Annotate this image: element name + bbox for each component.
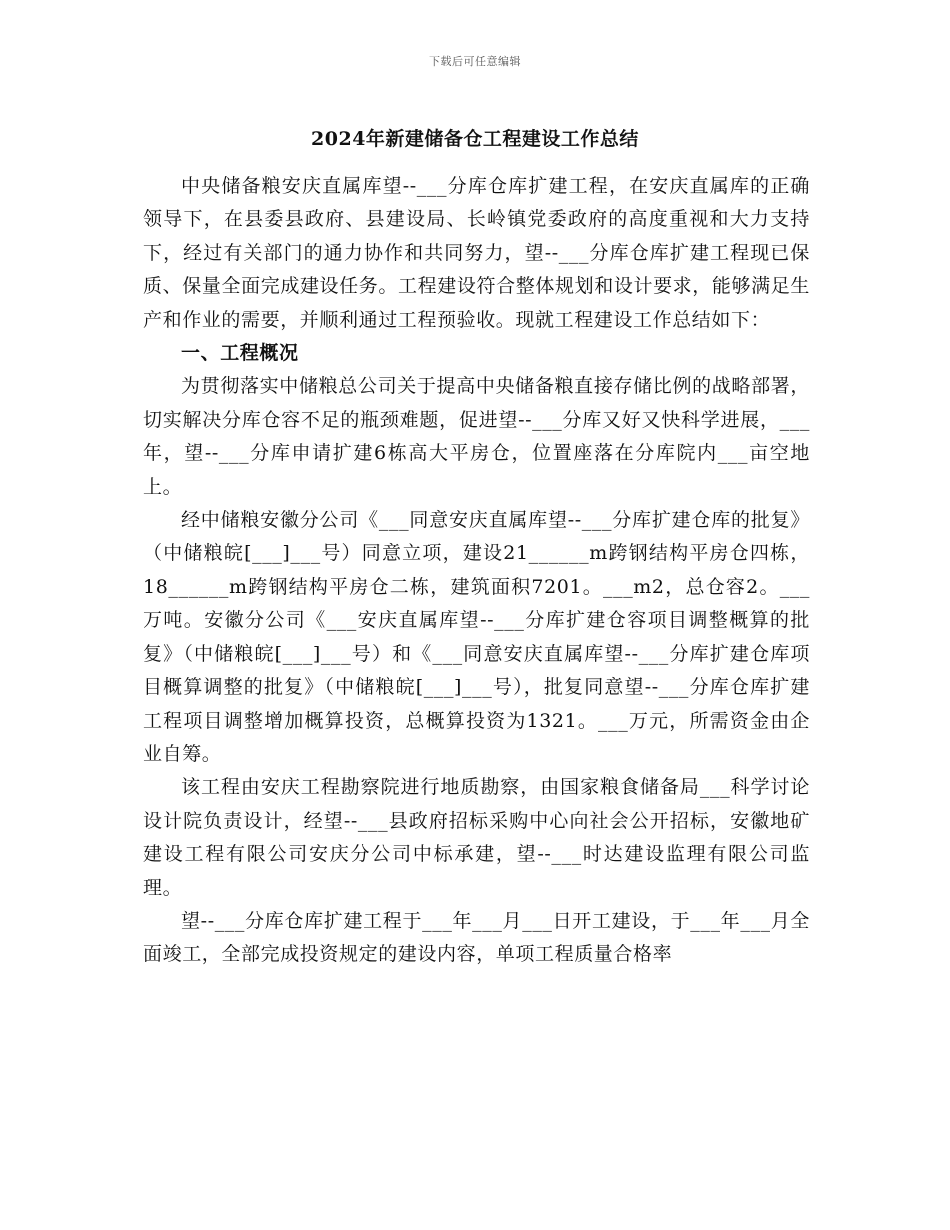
paragraph-background: 为贯彻落实中储粮总公司关于提高中央储备粮直接存储比例的战略部署，切实解决分库仓容不足的瓶颈难题，促进望--___分库又好又快科学进展，___年，望--___分库申请扩建6栋高大平房仓，位置座落在分库院内___亩空地上。 bbox=[143, 375, 810, 498]
paragraph-schedule: 望--___分库仓库扩建工程于___年___月___日开工建设，于___年___月全面竣工，全部完成投资规定的建设内容，单项工程质量合格率 bbox=[143, 909, 810, 966]
paragraph-intro: 中央储备粮安庆直属库望--___分库仓库扩建工程，在安庆直属库的正确领导下，在县委县政府、县建设局、长岭镇党委政府的高度重视和大力支持下，经过有关部门的通力协作和共同努力，望--___分库仓库扩建工程现已保质、保量全面完成建设任务。工程建设符合整体规划和设计要求，能够满足生产和作业的需要，并顺利通过工程预验收。现就工程建设工作总结如下： bbox=[143, 175, 810, 331]
paragraph-design-bidding: 该工程由安庆工程勘察院进行地质勘察，由国家粮食储备局___科学讨论设计院负责设计，经望--___县政府招标采购中心向社会公开招标，安徽地矿建设工程有限公司安庆分公司中标承建，望--___时达建设监理有限公司监理。 bbox=[143, 776, 810, 899]
section-heading-overview: 一、工程概况 bbox=[181, 342, 299, 365]
document-title: 2024年新建储备仓工程建设工作总结 bbox=[311, 128, 639, 150]
header-note: 下载后可任意编辑 bbox=[429, 55, 521, 68]
paragraph-approval: 经中储粮安徽分公司《___同意安庆直属库望--___分库扩建仓库的批复》（中储粮皖[___]___号）同意立项，建设21______m跨钢结构平房仓四栋，18______m跨钢结构平房仓二栋，建筑面积7201。___m2，总仓容2。___万吨。安徽分公司《___安庆直属库望--___分库扩建仓容项目调整概算的批复》（中储粮皖[___]___号）和《___同意安庆直属库望--___分库扩建仓库项目概算调整的批复》（中储粮皖[___]___号），批复同意望--___分库仓库扩建工程项目调整增加概算投资，总概算投资为1321。___万元，所需资金由企业自筹。 bbox=[143, 509, 810, 765]
document-body bbox=[143, 170, 810, 972]
